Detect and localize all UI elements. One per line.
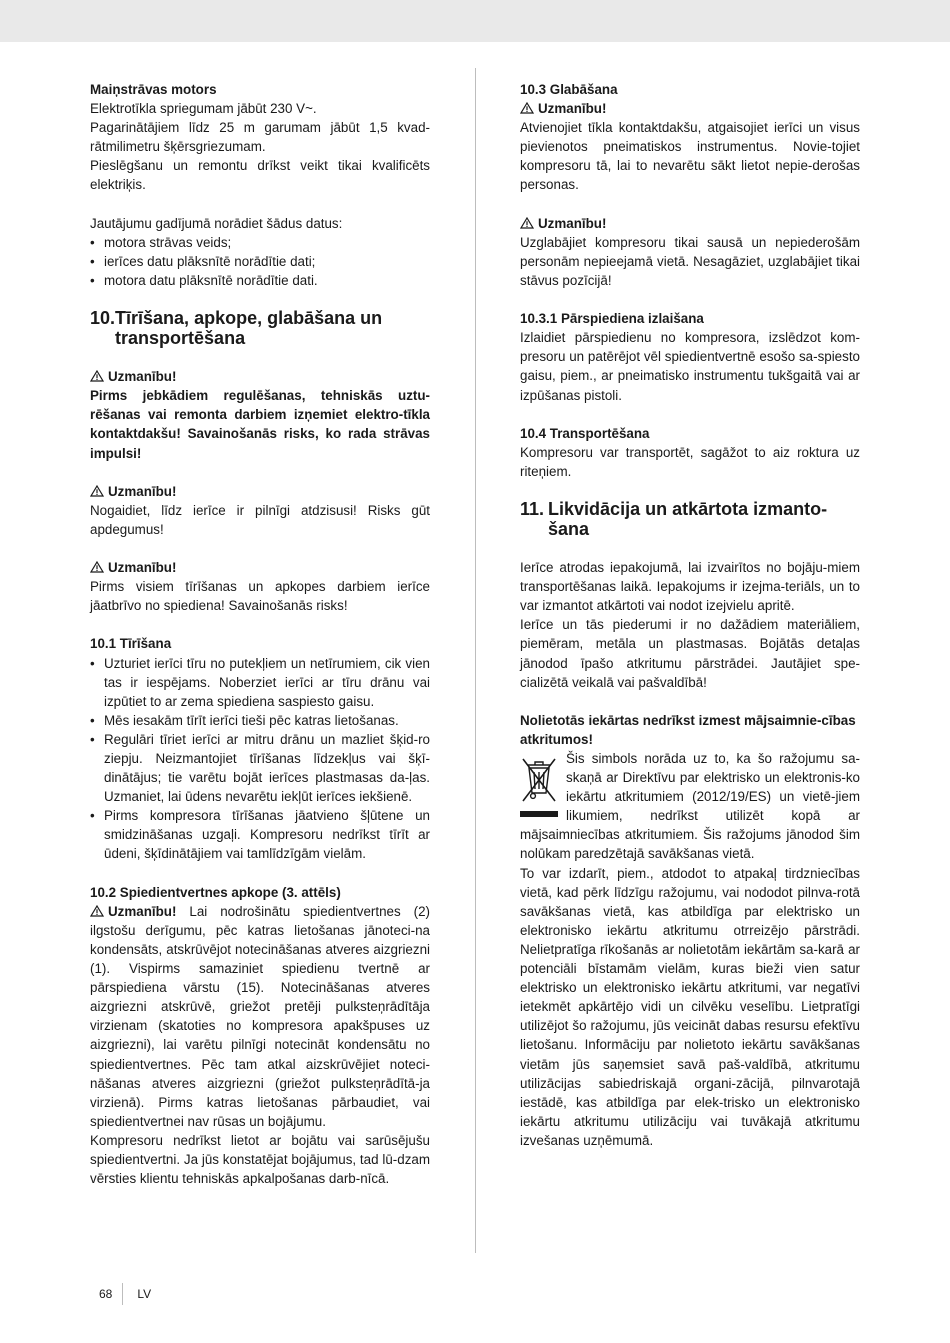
list-item: • motora strāvas veids; xyxy=(90,233,430,252)
subsection-10-4-title: 10.4 Transportēšana xyxy=(520,425,650,441)
questions-intro: Jautājumu gadījumā norādiet šādus datus: xyxy=(90,215,343,231)
subsection-10-3-1-title: 10.3.1 Pārspiediena izlaišana xyxy=(520,311,704,327)
maintenance-text: Kompresoru nedrīkst lietot ar bojātu vai sarūsējušu spiedientvertni. Ja jūs konstatējat bojājumus, tad lū-dzam vērsties klientu tehniskās apkalpošanas darb-nīcā. xyxy=(90,1132,430,1187)
warning-heading: Uzmanību! xyxy=(90,367,430,386)
list-item: • ierīces datu plāksnītē norādītie dati; xyxy=(90,252,430,271)
column-divider xyxy=(475,68,476,1253)
warning-triangle-icon xyxy=(90,485,104,497)
disposal-text: Ierīce atrodas iepakojumā, lai izvairītos no bojāju-miem transportēšanas laikā. Iepakojums ir izejma-teriāls, un to var izmantot atkārtoti vai nodot izejvielu apritē. xyxy=(520,560,860,614)
warning-triangle-icon xyxy=(90,561,104,573)
warning-text: Pirms visiem tīrīšanas un apkopes darbiem ierīce jāatbrīvo no spiediena! Savainošanās risks! xyxy=(90,579,430,614)
subsection-10-1-title: 10.1 Tīrīšana xyxy=(90,636,172,652)
warning-triangle-icon xyxy=(520,217,534,229)
language-code: LV xyxy=(137,1287,152,1301)
cleaning-list xyxy=(90,654,430,864)
warning-text: Pirms jebkādiem regulēšanas, tehniskās uztu-rēšanas vai remonta darbiem izņemiet elektro-tīkla kontaktdakšu! Savainošanās risks, ko rada strāvas impulsi! xyxy=(90,388,430,461)
transport-text: Kompresoru var transportēt, sagāžot to aiz roktura uz riteņiem. xyxy=(520,444,860,479)
warning-triangle-icon xyxy=(520,102,534,114)
section-title: Tīrīšana, apkope, glabāšana un transportēšana xyxy=(115,308,383,349)
storage-text: Atvienojiet tīkla kontaktdakšu, atgaisojiet ierīci un visus pievienotos pneimatiskos instrumentus. Novie-tojiet kompresoru tā, lai to nevarētu sākt lietot nepie-derošas personas. xyxy=(520,120,860,193)
subsection-10-3-title: 10.3 Glabāšana xyxy=(520,82,618,97)
weee-title: Nolietotās iekārtas nedrīkst izmest mājsaimnie-cības atkritumos! xyxy=(520,712,856,747)
section-number: 11. xyxy=(520,498,545,519)
storage-text: Uzglabājiet kompresoru tikai sausā un nepiederošām personām nepieejamā vietā. Nesagāziet, uzglabājiet tikai stāvus pozīcijā! xyxy=(520,234,860,288)
list-item: • Mēs iesakām tīrīt ierīci tieši pēc katras lietošanas. xyxy=(90,711,430,730)
crossed-out-wheelie-bin-icon xyxy=(520,757,558,819)
section-title: Likvidācija un atkārtota izmanto-šana xyxy=(548,498,828,539)
warning-heading: Uzmanību! xyxy=(520,214,860,233)
right-column xyxy=(520,80,860,1150)
warning-triangle-icon xyxy=(90,370,104,382)
list-item: • motora datu plāksnītē norādītie dati. xyxy=(90,271,430,290)
motor-line: Pagarinātājiem līdz 25 m garumam jābūt 1,5 kvad-rātmilimetru šķērsgriezumam. xyxy=(90,120,430,155)
list-item: • Regulāri tīriet ierīci ar mitru drānu un mazliet šķid-ro ziepju. Neizmantojiet tīrīšanas līdzekļus vai šķī-dinātājus; tie varētu bojāt ierīces plastmasas da-ļas. Uzmaniet, lai ūdens nevarētu iekļūt ierīces iekšienē. xyxy=(90,730,430,806)
page-footer xyxy=(99,1283,151,1305)
section-number: 10. xyxy=(90,308,116,329)
page-number: 68 xyxy=(99,1287,113,1301)
warning-heading: Uzmanību! xyxy=(90,558,430,577)
subsection-10-2-title: 10.2 Spiedientvertnes apkope (3. attēls) xyxy=(90,884,341,900)
warning-triangle-icon xyxy=(90,905,104,917)
warning-heading: Uzmanību! xyxy=(90,482,430,501)
maintenance-text: Uzmanību! Lai nodrošinātu spiedientvertnes (2) ilgstošu derīgumu, pēc katras lietošanas jānoteci-na kondensāts, atskrūvējot notecināšanas atveres aizgriezni (1). Vispirms samaziniet spiedienu tvertnē ar pārspiediena vārstu (15). Notecināšanas atveres aizgriezni atskrūvē, griežot pretēji pulksteņrādītāja virzienam (skatoties no kompresora apakšpuses uz aizgriezni), lai varētu pilnīgi notecināt kondensātu no spiedientvertnes. Pēc tam atkal aizskrūvējiet noteci-nāšanas atveres aizgriezni (griežot pulksteņrādītā-ja virzienā). Pirms katras lietošanas pārbaudiet, vai spiedientvertnei nav rūsas un bojājumu. xyxy=(90,903,430,1129)
questions-list xyxy=(90,233,430,290)
section-10-heading xyxy=(90,308,430,348)
footer-divider xyxy=(122,1283,123,1305)
pressure-release-text: Izlaidiet pārspiedienu no kompresora, izslēdzot kom-presoru un patērējot vēl spiedientvertnē esošo sa-spiesto gaisu, piem., ar pneimatisko instrumentu tukšgaitā vai ar izpūšanas pistoli. xyxy=(520,330,860,403)
motor-line: Elektrotīkla spriegumam jābūt 230 V~. xyxy=(90,101,317,117)
warning-heading: Uzmanību! xyxy=(520,99,860,118)
list-item: • Pirms kompresora tīrīšanas jāatvieno šļūtene un smidzināšanas uzgaļi. Kompresoru nedrīkst tīrīt ar ūdeni, šķīdinātājiem vai tamlīdzīgām vielām. xyxy=(90,806,430,863)
warning-text: Nogaidiet, līdz ierīce ir pilnīgi atdzisusi! Risks gūt apdegumus! xyxy=(90,502,430,537)
left-column xyxy=(90,80,430,1188)
weee-text: To var izdarīt, piem., atdodot to atpakaļ tirdzniecības vietā, kad pērk līdzīgu ražojumu, vai nododot pilnva-rotā savākšanas vietā, kas atbildīga par elektrisko un elektronisko iekārtu atkritumu otrreizējo pārstrādi. Nelietpratīga rīkošanās ar nolietotām iekārtām sa-karā ar potenciāli bīstamām vielām, kuras bieži vien satur elektrisko un elektronisko iekārtu atkritumi, var negatīvi ietekmēt apkārtējo vidi un cilvēku veselību. Lietpratīgi utilizējot šo ražojumu, jūs veicināt dabas resursu efektīvu lietošanu. Informāciju par nolietoto iekārtu savākšanas vietām jūs saņemsiet savā paš-valdībā, atkritumu utilizācijas sabiedriskajā organi-zācijā, pilnvarotajā iestādē, kas atbildīga par elek-trisko un elektronisko iekārtu atkritumu utilizāciju vai tuvākajā atkritumu izvešanas uzņēmumā. xyxy=(520,865,860,1148)
list-item: • Uzturiet ierīci tīru no putekļiem un netīrumiem, cik vien tas ir iespējams. Noberziet ierīci ar tīru drānu vai izpūtiet to ar zema spiediena saspiesto gaisu. xyxy=(90,654,430,711)
weee-block xyxy=(520,749,860,864)
motor-line: Pieslēgšanu un remontu drīkst veikt tikai kvalificēts elektriķis. xyxy=(90,158,430,193)
top-bar xyxy=(0,0,950,42)
section-11-heading xyxy=(520,499,860,539)
motor-title: Maiņstrāvas motors xyxy=(90,82,217,97)
weee-text: Šis simbols norāda uz to, ka šo ražojumu sa-skaņā ar Direktīvu par elektrisko un elektronis-ko iekārtu atkritumiem (2012/19/ES) un vietē-jiem likumiem, nedrīkst utilizēt kopā ar mājsaimniecības atkritumiem. Šis ražojums jānodod šim nolūkam paredzētajā savākšanas vietā. xyxy=(520,751,860,862)
disposal-text: Ierīce un tās piederumi ir no dažādiem materiāliem, piemēram, metāla un plastmasas. Bojātās detaļas jānodod īpašo atkritumu pārstrādei. Jautājiet spe-cializētā veikalā vai pašvaldībā! xyxy=(520,617,860,690)
